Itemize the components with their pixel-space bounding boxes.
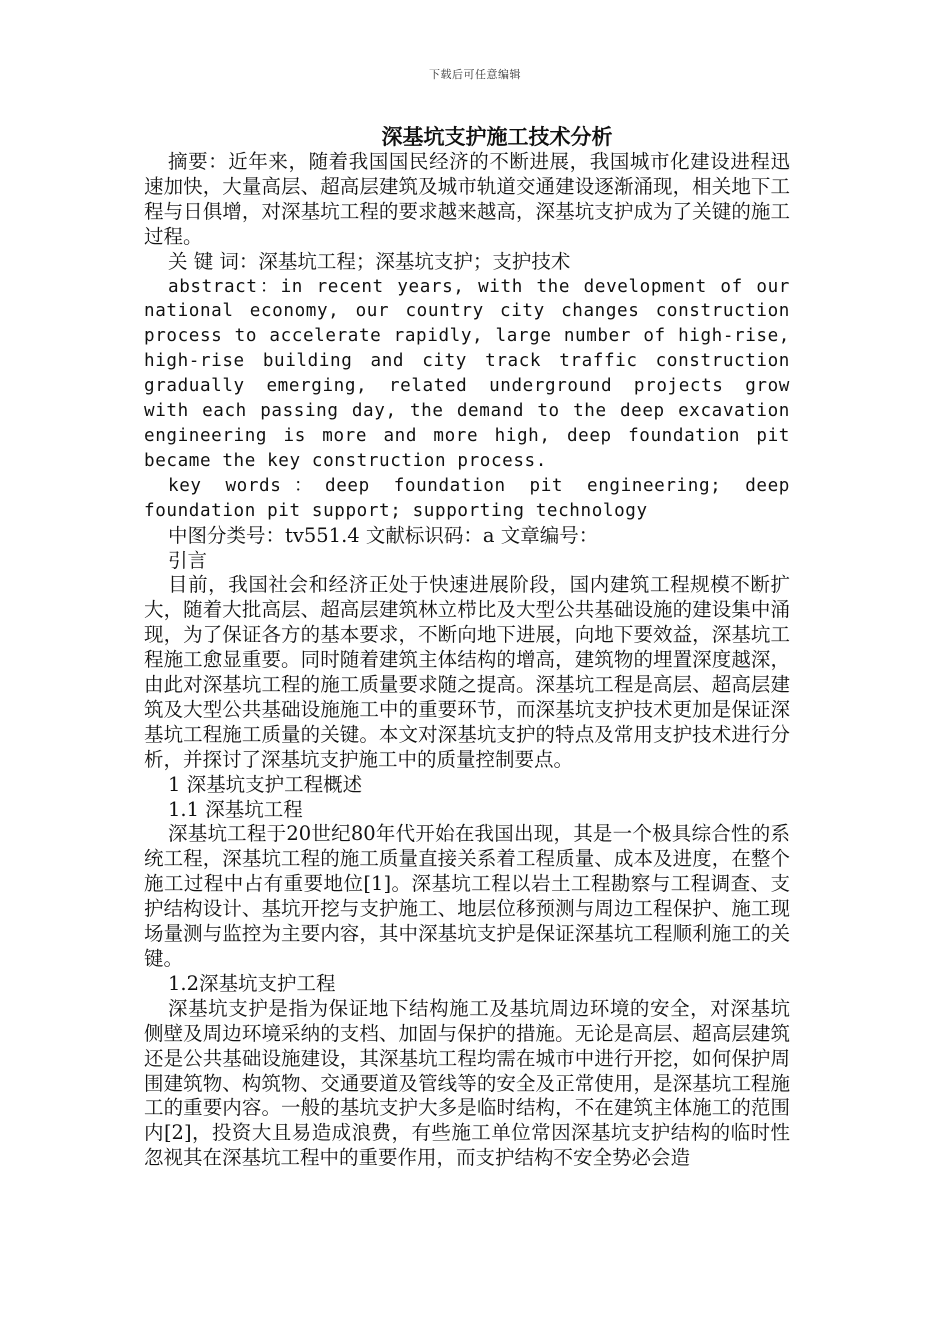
abstract-en: abstract：in recent years, with the development of our national economy, our country city changes construction process to accelerate rapidly, large number of high-rise, high-rise building and city track traffic construction gradually emerging, related underground projects grow with each passing day, the demand to the deep excavation engineering is more and more high, deep foundation pit became the key construction process. (144, 276, 790, 471)
section-1-1-heading: 1.1 深基坑工程 (168, 797, 303, 821)
download-note: 下载后可任意编辑 (429, 68, 521, 81)
intro-heading: 引言 (168, 548, 208, 572)
article-body (144, 124, 790, 1171)
intro-paragraph: 目前，我国社会和经济正处于快速进展阶段，国内建筑工程规模不断扩大，随着大批高层、超高层建筑林立栉比及大型公共基础设施的建设集中涌现，为了保证各方的基本要求，不断向地下进展，向地下要效益，深基坑工程施工愈显重要。同时随着建筑主体结构的增高，建筑物的埋置深度越深，由此对深基坑工程的施工质量要求随之提高。深基坑工程是高层、超高层建筑及大型公共基础设施施工中的重要环节，而深基坑支护技术更加是保证深基坑工程施工质量的关键。本文对深基坑支护的特点及常用支护技术进行分析，并探讨了深基坑支护施工中的质量控制要点。 (144, 573, 790, 771)
section-1-2-heading: 1.2深基坑支护工程 (168, 971, 336, 995)
classification-line: 中图分类号：tv551.4 文献标识码：a 文章编号： (168, 523, 599, 547)
section-1-heading: 1 深基坑支护工程概述 (168, 772, 363, 796)
keywords-cn: 关 键 词：深基坑工程；深基坑支护；支护技术 (168, 249, 571, 273)
section-1-2-paragraph: 深基坑支护是指为保证地下结构施工及基坑周边环境的安全，对深基坑侧壁及周边环境采纳的支档、加固与保护的措施。无论是高层、超高层建筑还是公共基础设施建设，其深基坑工程均需在城市中进行开挖，如何保护周围建筑物、构筑物、交通要道及管线等的安全及正常使用，是深基坑工程施工的重要内容。一般的基坑支护大多是临时结构，不在建筑主体施工的范围内[2]，投资大且易造成浪费，有些施工单位常因深基坑支护结构的临时性忽视其在深基坑工程中的重要作用，而支护结构不安全势必会造 (144, 996, 790, 1170)
article-title: 深基坑支护施工技术分析 (381, 124, 613, 149)
keywords-en: key words：deep foundation pit engineering; deep foundation pit support; supporting technology (144, 475, 790, 521)
section-1-1-paragraph: 深基坑工程于20世纪80年代开始在我国出现，其是一个极具综合性的系统工程，深基坑工程的施工质量直接关系着工程质量、成本及进度，在整个施工过程中占有重要地位[1]。深基坑工程以岩土工程勘察与工程调查、支护结构设计、基坑开挖与支护施工、地层位移预测与周边工程保护、施工现场量测与监控为主要内容，其中深基坑支护是保证深基坑工程顺利施工的关键。 (144, 822, 790, 970)
abstract-cn: 摘要：近年来，随着我国国民经济的不断进展，我国城市化建设进程迅速加快，大量高层、超高层建筑及城市轨道交通建设逐渐涌现，相关地下工程与日俱增，对深基坑工程的要求越来越高，深基坑支护成为了关键的施工过程。 (144, 150, 790, 248)
